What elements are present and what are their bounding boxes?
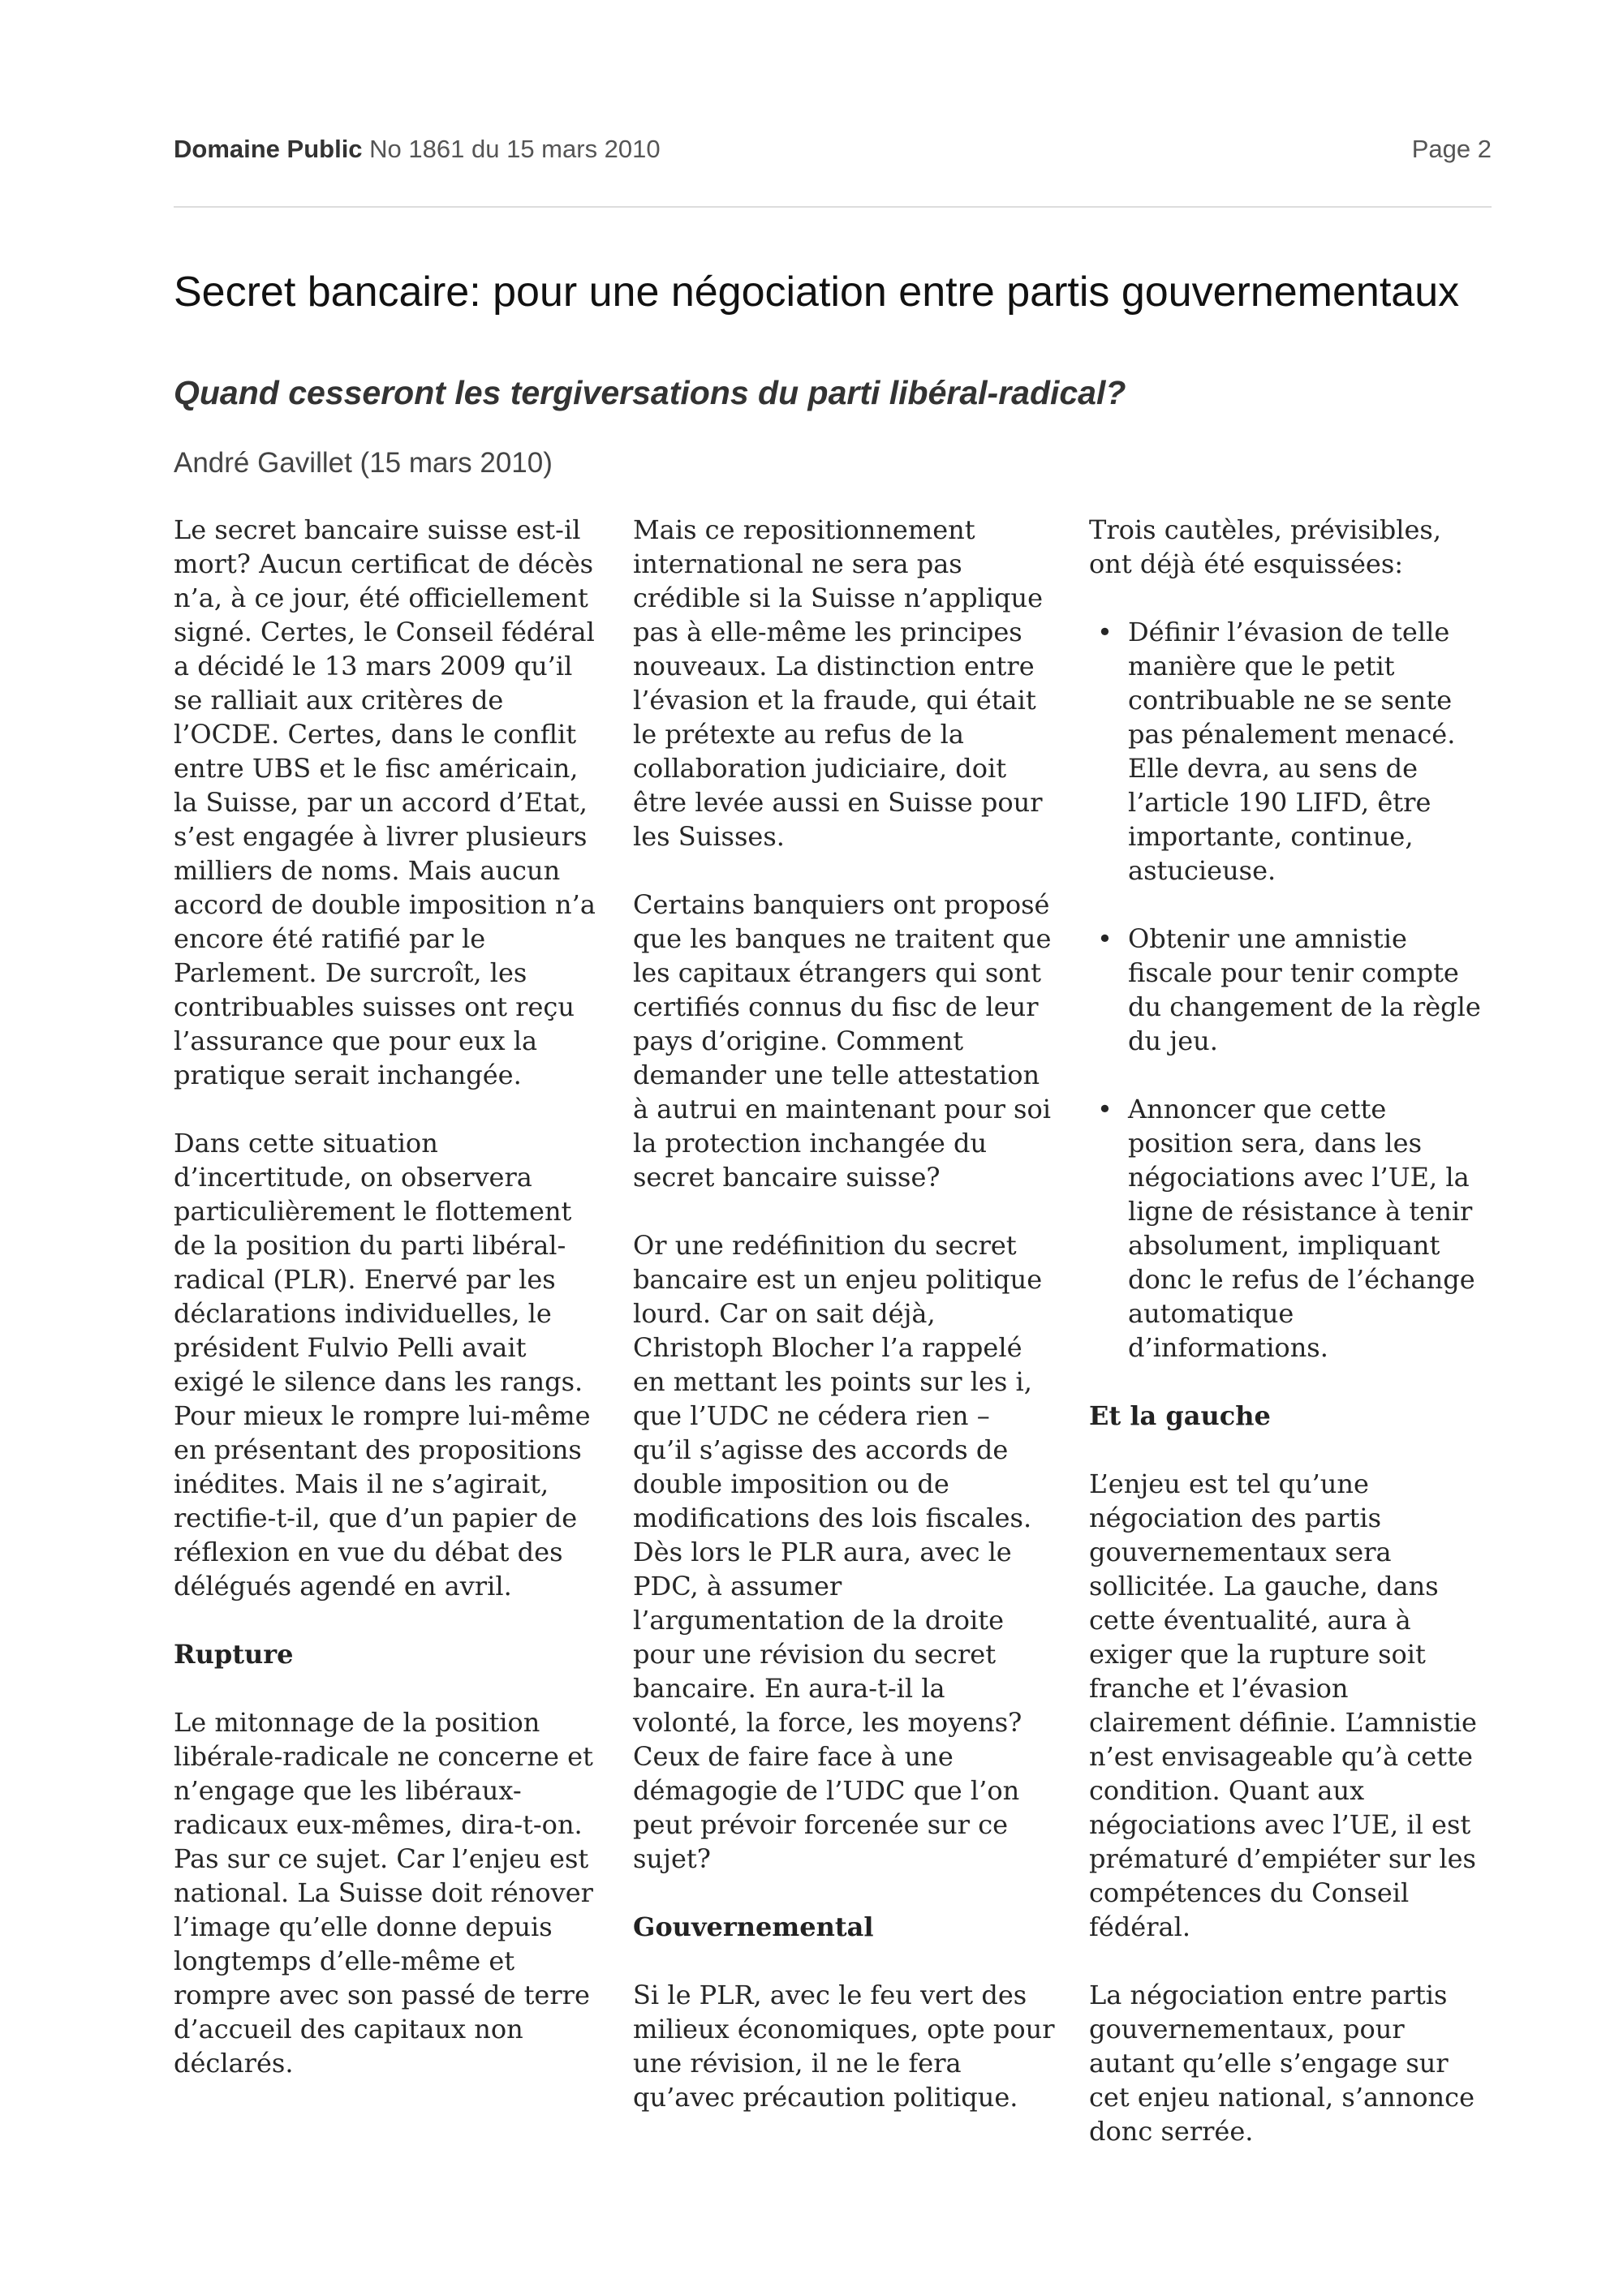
page-number: Page 2: [1411, 135, 1492, 163]
section-heading-gouvernemental: Gouvernemental: [633, 1911, 874, 1942]
paragraph: Le secret bancaire suisse est-il mort? Aucun certificat de décès n’a, à ce jour, été officiellement signé. Certes, le Conseil fédéral a décidé le 13 mars 2009 qu’il se ralliait aux critères de l’OCDE. Certes, dans le conflit entre UBS et le fisc américain, la Suisse, par un accord d’Etat, s’est engagée à livrer plusieurs milliers de noms. Mais aucun accord de double imposition n’a encore été ratifié par le Parlement. De surcroît, les contribuables suisses ont reçu l’assurance que pour eux la pratique serait inchangée.: [174, 514, 596, 1090]
section-heading-et-la-gauche: Et la gauche: [1089, 1400, 1271, 1431]
page-header: [174, 135, 1492, 164]
paragraph: Dans cette situation d’incertitude, on observera particulièrement le flottement de la position du parti libéral-radical (PLR). Enervé par les déclarations individuelles, le président Fulvio Pelli avait exigé le silence dans les rangs. Pour mieux le rompre lui-même en présentant des propositions inédites. Mais il ne s’agirait, rectifie-t-il, que d’un papier de réflexion en vue du débat des délégués agendé en avril.: [174, 1128, 591, 1602]
bullet-icon: •: [1097, 617, 1113, 647]
list-item: [1089, 922, 1492, 1058]
header-divider: [174, 206, 1492, 208]
publication-name: Domaine Public: [174, 135, 363, 163]
bullet-icon: •: [1097, 1094, 1113, 1124]
list-item: [1089, 615, 1492, 888]
list-item-text: Définir l’évasion de telle manière que le petit contribuable ne se sente pas pénalement menacé. Elle devra, au sens de l’article 190 LIFD, être importante, continue, astucieuse.: [1128, 617, 1456, 886]
list-item-text: Obtenir une amnistie fiscale pour tenir compte du changement de la règle du jeu.: [1128, 923, 1481, 1056]
list-item: [1089, 1092, 1492, 1365]
paragraph: La négociation entre partis gouvernementaux, pour autant qu’elle s’engage sur cet enjeu national, s’annonce donc serrée.: [1089, 1980, 1475, 2147]
article-title: Secret bancaire: pour une négociation entre partis gouvernementaux: [174, 269, 1460, 316]
paragraph: Si le PLR, avec le feu vert des milieux économiques, opte pour une révision, il ne le fera qu’avec précaution politique.: [633, 1980, 1055, 2113]
column-3: [1089, 513, 1492, 2182]
column-2: [633, 513, 1055, 2148]
bullet-list: [1089, 615, 1492, 1365]
bullet-icon: •: [1097, 923, 1113, 954]
paragraph: Mais ce repositionnement international ne sera pas crédible si la Suisse n’applique pas à elle-même les principes nouveaux. La distinction entre l’évasion et la fraude, qui était le prétexte au refus de la collaboration judiciaire, doit être levée aussi en Suisse pour les Suisses.: [633, 514, 1044, 852]
paragraph: Or une redéfinition du secret bancaire est un enjeu politique lourd. Car on sait déjà, Christoph Blocher l’a rappelé en mettant les points sur les i, que l’UDC ne cédera rien – qu’il s’agisse des accords de double imposition ou de modifications des lois fiscales. Dès lors le PLR aura, avec le PDC, à assumer l’argumentation de la droite pour une révision du secret bancaire. En aura-t-il la volonté, la force, les moyens? Ceux de faire face à une démagogie de l’UDC que l’on peut prévoir forcenée sur ce sujet?: [633, 1230, 1043, 1874]
paragraph: Trois cautèles, prévisibles, ont déjà été esquissées:: [1089, 514, 1442, 579]
paragraph: Certains banquiers ont proposé que les banques ne traitent que les capitaux étrangers qui sont certifiés connus du fisc de leur pays d’origine. Comment demander une telle attestation à autrui en maintenant pour soi la protection inchangée du secret bancaire suisse?: [633, 889, 1052, 1193]
section-heading-rupture: Rupture: [174, 1639, 294, 1670]
paragraph: L’enjeu est tel qu’une négociation des partis gouvernementaux sera sollicitée. La gauche, dans cette éventualité, aura à exiger que la rupture soit franche et l’évasion clairement définie. L’amnistie n’est envisageable qu’à cette condition. Quant aux négociations avec l’UE, il est prématuré d’empiéter sur les compétences du Conseil fédéral.: [1089, 1468, 1477, 1942]
article-byline: André Gavillet (15 mars 2010): [174, 447, 553, 479]
paragraph: Le mitonnage de la position libérale-radicale ne concerne et n’engage que les libéraux-radicaux eux-mêmes, dira-t-on. Pas sur ce sujet. Car l’enjeu est national. La Suisse doit rénover l’image qu’elle donne depuis longtemps d’elle-même et rompre avec son passé de terre d’accueil des capitaux non déclarés.: [174, 1707, 593, 2079]
column-1: [174, 513, 596, 2114]
list-item-text: Annoncer que cette position sera, dans les négociations avec l’UE, la ligne de résistance à tenir absolument, impliquant donc le refus de l’échange automatique d’informations.: [1128, 1094, 1475, 1363]
article-subtitle: Quand cesseront les tergiversations du parti libéral-radical?: [174, 374, 1126, 411]
issue-info: No 1861 du 15 mars 2010: [369, 135, 661, 163]
